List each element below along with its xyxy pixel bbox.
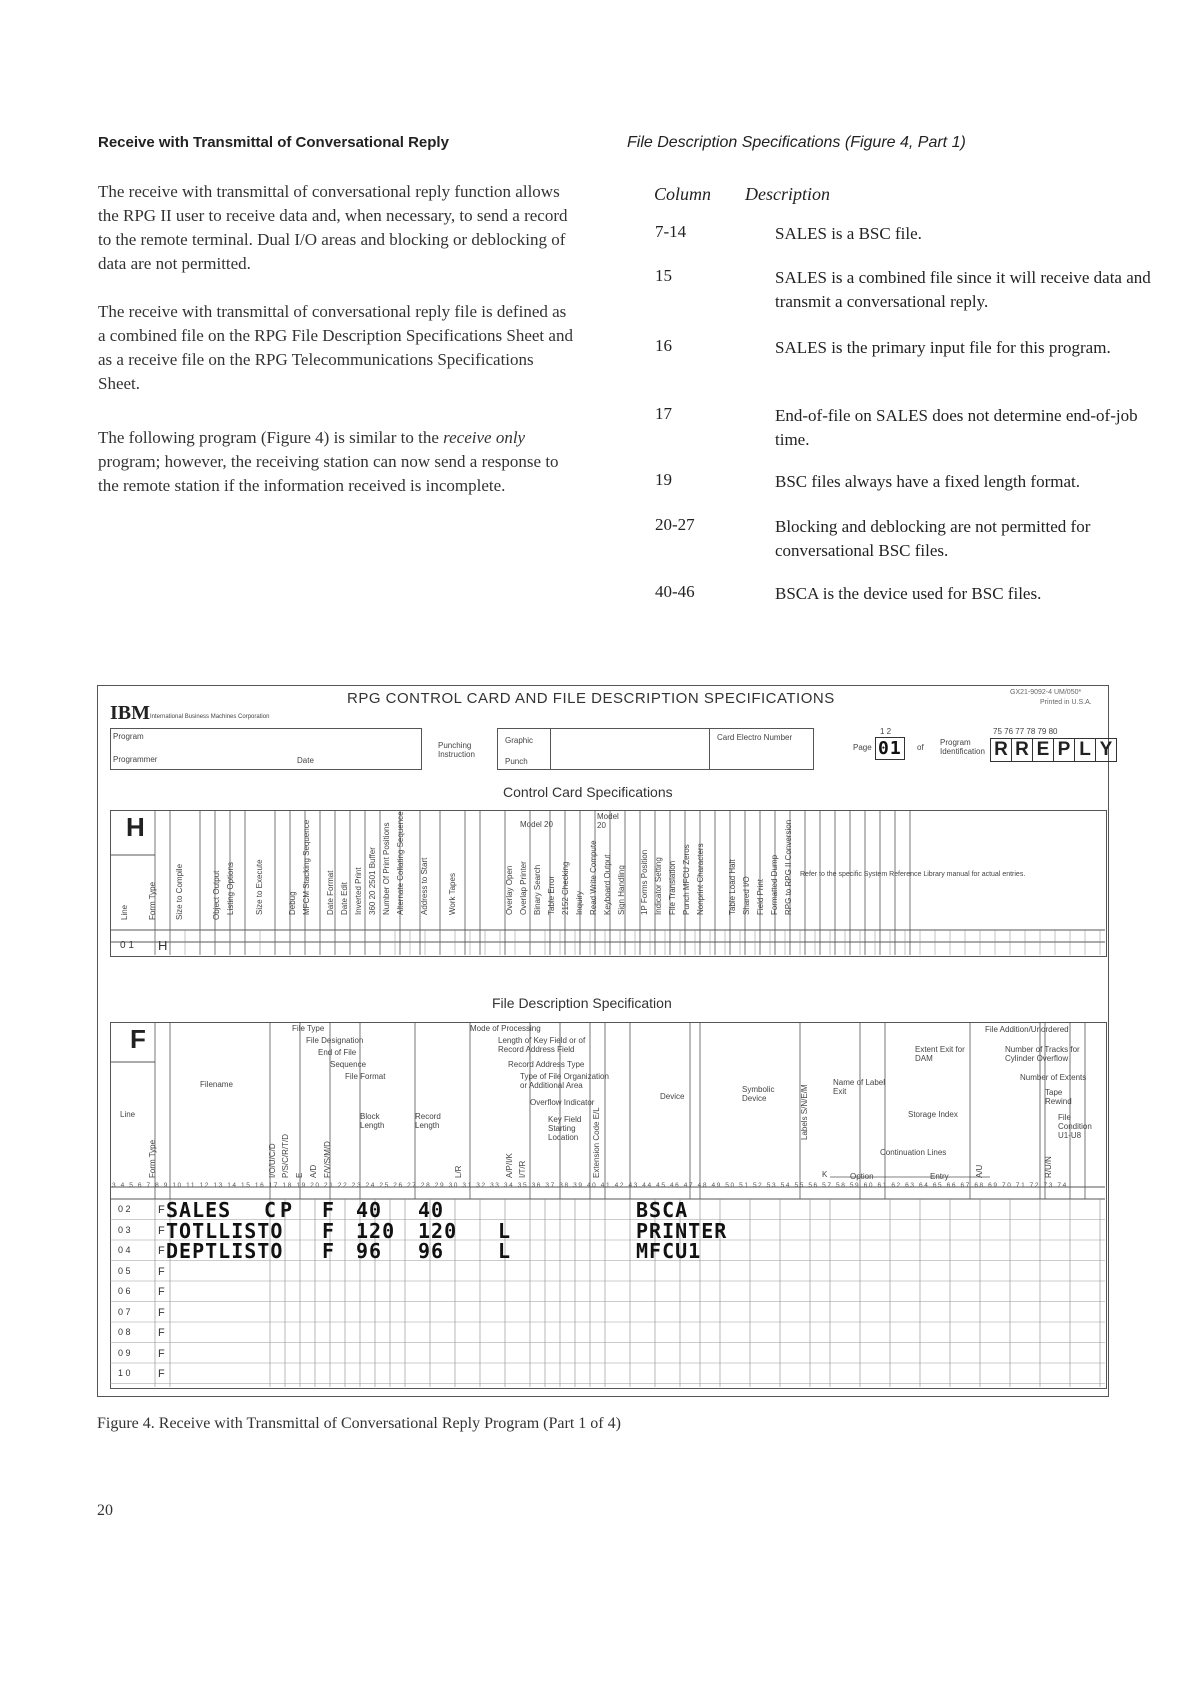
control-card-column-label: Debug xyxy=(288,891,297,915)
paragraph-3: The following program (Figure 4) is similar to the receive only program; however, the receiving station can now send a response to the remote station if the information received is incomplete. xyxy=(98,428,559,495)
control-card-column-label: Nonprint Characters xyxy=(696,843,705,915)
mode-label: Mode of Processing xyxy=(470,1024,541,1033)
form-type: F xyxy=(158,1204,165,1216)
line-number: 0 6 xyxy=(118,1286,131,1296)
device-label: Device xyxy=(660,1092,685,1101)
key-start-label: Key Field Starting Location xyxy=(548,1115,582,1142)
symbolic-device-label: Symbolic Device xyxy=(742,1085,775,1103)
control-card-column-label: Binary Search xyxy=(533,864,542,915)
figure-caption: Figure 4. Receive with Transmittal of Conversational Reply Program (Part 1 of 4) xyxy=(97,1415,621,1432)
ibm-logo: IBM xyxy=(110,702,150,724)
control-card-column-label: Alternate Collating Sequence xyxy=(396,811,405,915)
electro-label: Card Electro Number xyxy=(717,733,793,742)
form-type: F xyxy=(158,1224,165,1237)
file-format-entry: F xyxy=(322,1239,336,1263)
device-entry: BSCA xyxy=(636,1198,689,1222)
section-heading: Receive with Transmittal of Conversational Reply xyxy=(98,134,449,151)
file-type-entry: C xyxy=(264,1198,278,1222)
control-card-column-label: Sign Handling xyxy=(617,865,626,915)
filename-label: Filename xyxy=(200,1080,233,1089)
form-type-vlabel: Form Type xyxy=(148,1139,157,1178)
column-description: Blocking and deblocking are not permitted for conversational BSC files. xyxy=(775,517,1091,560)
record-length-label: Record Length xyxy=(415,1112,441,1130)
program-id-char: R xyxy=(1011,738,1033,762)
file-addition-label: File Addition/Unordered xyxy=(985,1025,1069,1034)
control-card-column-label: Inquiry xyxy=(575,890,584,915)
form-number: GX21-9092-4 UM/050* xyxy=(1010,689,1082,696)
program-id-char: R xyxy=(990,738,1012,762)
right-heading: File Description Specifications (Figure 4, Part 1) xyxy=(627,134,966,151)
file-type-label: File Type xyxy=(292,1024,325,1033)
extent-exit-label: Extent Exit for DAM xyxy=(915,1045,965,1063)
entry-label: Entry xyxy=(930,1172,949,1181)
line-number: 0 9 xyxy=(118,1347,131,1358)
column-description: BSC files always have a fixed length format. xyxy=(775,472,1080,491)
paragraph-2: The receive with transmittal of conversational reply file is defined as a combined file on the RPG File Description Specifications Sheet and as a receive file on the RPG Telecommunications Specifications Sheet. xyxy=(98,302,573,393)
continuation-lines-label: Continuation Lines xyxy=(880,1148,947,1157)
au-vlabel: A/U xyxy=(975,1164,984,1178)
control-card-column-label: RPG to RPG II Conversion xyxy=(784,819,793,915)
form-title: RPG CONTROL CARD AND FILE DESCRIPTION SPECIFICATIONS xyxy=(347,690,835,707)
column-description: SALES is a BSC file. xyxy=(775,224,922,243)
type-of-file-org-label: Type of File Organization or Additional Area xyxy=(520,1072,609,1090)
model-20-label: Model 20 xyxy=(520,820,553,829)
page-number: 20 xyxy=(97,1502,113,1519)
column-description: SALES is the primary input file for this program. xyxy=(775,338,1111,357)
pscrtd-vlabel: P/S/C/R/T/D xyxy=(281,1133,290,1178)
control-card-column-label: Table Error xyxy=(547,875,556,915)
column-description: BSCA is the device used for BSC files. xyxy=(775,584,1042,603)
line-number: 0 7 xyxy=(118,1306,131,1317)
extension-code-entry: L xyxy=(498,1218,512,1243)
file-description-letter: F xyxy=(130,1024,146,1054)
extents-label: Number of Extents xyxy=(1020,1073,1087,1082)
model-20-label-b: Model 20 xyxy=(597,812,619,830)
program-id-cols: 75 76 77 78 79 80 xyxy=(993,727,1058,736)
control-form-type: H xyxy=(158,938,168,953)
control-card-column-label: Inverted Print xyxy=(354,867,363,915)
line-number: 1 0 xyxy=(118,1368,131,1378)
control-card-column-label: 2152 Checking xyxy=(561,861,570,915)
labels-vlabel: Labels S/N/E/M xyxy=(800,1084,809,1140)
storage-index-label: Storage Index xyxy=(908,1110,958,1119)
block-length-label: Block Length xyxy=(360,1112,385,1130)
date-label: Date xyxy=(297,756,314,765)
tape-rewind-label: Tape Rewind xyxy=(1045,1088,1072,1106)
option-label: Option xyxy=(850,1172,874,1181)
control-card-column-label: Work Tapes xyxy=(448,873,457,915)
column-range: 40-46 xyxy=(655,582,695,601)
record-address-type-label: Record Address Type xyxy=(508,1060,585,1069)
control-card-column-label: File Translation xyxy=(668,860,677,915)
program-id-char: P xyxy=(1053,738,1075,762)
e-vlabel: E xyxy=(295,1172,304,1178)
page-cols: 1 2 xyxy=(880,727,892,736)
extension-code-entry: L xyxy=(498,1239,512,1263)
programmer-label: Programmer xyxy=(113,755,158,764)
graphic-label: Graphic xyxy=(505,736,534,745)
line-number: 0 4 xyxy=(118,1245,131,1255)
block-length-entry: 96 xyxy=(356,1239,383,1263)
fvsmd-vlabel: F/V/S/M/D xyxy=(323,1141,332,1178)
control-card-column-label: Field Print xyxy=(756,878,765,915)
form-type: F xyxy=(158,1265,165,1278)
filename-entry: DEPTLISTO xyxy=(166,1239,284,1263)
file-format-label: File Format xyxy=(345,1072,386,1081)
overflow-indicator-label: Overflow Indicator xyxy=(530,1098,595,1107)
page-label: Page xyxy=(853,743,872,752)
form-type: F xyxy=(158,1245,165,1257)
control-card-column-label: Overlay Open xyxy=(505,865,514,915)
corporation-name: International Business Machines Corporation xyxy=(150,714,270,720)
line-number: 0 8 xyxy=(118,1327,131,1337)
column-range: 20-27 xyxy=(655,515,695,534)
control-card-column-label: Table Load Halt xyxy=(728,859,737,915)
column-range: 19 xyxy=(655,470,672,489)
control-card-column-label: Keyboard Output xyxy=(603,854,612,915)
punching-label: Punching Instruction xyxy=(438,741,475,759)
punch-label: Punch xyxy=(505,757,528,766)
extension-code-vlabel: Extension Code E/L xyxy=(592,1107,601,1178)
column-numbers: 3 4 5 6 7 8 9 10 11 12 13 14 15 16 17 18 19 20 21 22 23 24 25 26 27 28 29 30 31 32 33 34 35 36 37 38 39 40 41 42 43 44 45 46 47 48 49 50 51 52 53 54 55 56 57 58 59 60 61 62 63 64 65 66 67 68 69 70 71 72 73 74 xyxy=(112,1182,1068,1189)
program-label: Program xyxy=(113,732,144,741)
form-type: F xyxy=(158,1347,165,1360)
block-length-entry: 120 xyxy=(356,1218,396,1243)
itr-vlabel: I/T/R xyxy=(518,1160,527,1178)
program-id-label: Program Identification xyxy=(940,738,985,756)
control-card-column-label: Size to Execute xyxy=(255,859,264,915)
control-card-column-label: Date Edit xyxy=(340,882,349,915)
ad-vlabel: A/D xyxy=(309,1164,318,1178)
key-length-label: Length of Key Field or of Record Address Field xyxy=(498,1036,586,1054)
filename-entry: TOTLLISTO xyxy=(166,1218,284,1243)
of-label: of xyxy=(917,743,924,752)
control-card-column-label: Indicator Setting xyxy=(654,857,663,915)
control-card-column-label: Line xyxy=(120,904,129,920)
control-card-column-label: Formatted Dump xyxy=(770,854,779,915)
control-card-column-label: Overlap Printer xyxy=(519,861,528,915)
block-length-entry: 40 xyxy=(356,1198,383,1222)
description-header: Description xyxy=(745,184,830,204)
record-length-entry: 40 xyxy=(418,1198,445,1222)
control-card-column-label: Punch MFCU Zeros xyxy=(682,844,691,915)
control-card-column-label: Shared I/O xyxy=(742,876,751,915)
run-vlabel: R/U/N xyxy=(1044,1156,1053,1178)
tracks-label: Number of Tracks for Cylinder Overflow xyxy=(1005,1045,1080,1063)
file-designation-entry: P xyxy=(280,1198,294,1222)
line-number: 0 2 xyxy=(118,1204,131,1214)
punch-cells xyxy=(549,728,710,770)
form-type: F xyxy=(158,1306,165,1319)
column-range: 15 xyxy=(655,266,672,285)
control-card-column-label: Listing Options xyxy=(226,862,235,915)
record-length-entry: 120 xyxy=(418,1218,458,1243)
line-number: 0 3 xyxy=(118,1224,131,1235)
program-id-value xyxy=(990,738,1116,762)
lr-vlabel: L/R xyxy=(454,1165,463,1178)
control-card-column-label: 360 20 2501 Buffer xyxy=(368,847,377,915)
end-of-file-label: End of File xyxy=(318,1048,357,1057)
form-type: F xyxy=(158,1327,165,1339)
column-description: SALES is a combined file since it will receive data and transmit a conversational reply. xyxy=(775,268,1151,311)
control-card-letter: H xyxy=(126,812,145,842)
printed-note: Printed in U.S.A. xyxy=(1040,699,1092,706)
k-label: K xyxy=(822,1170,828,1179)
program-id-char: E xyxy=(1032,738,1054,762)
column-range: 16 xyxy=(655,336,672,355)
form-type: F xyxy=(158,1286,165,1298)
file-format-entry: F xyxy=(322,1218,336,1243)
column-header: Column xyxy=(654,184,712,204)
control-card-note: Refer to the specific System Reference Library manual for actual entries. xyxy=(800,871,1026,878)
page-value: 01 xyxy=(875,737,905,760)
control-card-column-label: Form Type xyxy=(148,881,157,920)
control-card-column-label: Date Format xyxy=(326,870,335,915)
paragraph-1: The receive with transmittal of conversational reply function allows the RPG II user to receive data and, when necessary, to send a record to the remote terminal. Dual I/O areas and blocking or deblocking of data are not permitted. xyxy=(98,182,568,273)
iocd-vlabel: I/O/U/C/D xyxy=(268,1143,277,1178)
form-type: F xyxy=(158,1368,165,1380)
device-entry: PRINTER xyxy=(636,1218,728,1243)
column-range: 17 xyxy=(655,404,672,423)
file-description-title: File Description Specification xyxy=(492,995,672,1011)
device-entry: MFCU1 xyxy=(636,1239,702,1263)
control-card-title: Control Card Specifications xyxy=(503,784,673,800)
filename-entry: SALES xyxy=(166,1198,232,1222)
control-line-number: 0 1 xyxy=(120,940,134,951)
file-format-entry: F xyxy=(322,1198,336,1222)
control-card-column-label: 1P Forms Position xyxy=(640,849,649,915)
sequence-label: Sequence xyxy=(330,1060,367,1069)
control-card-column-label: Address to Start xyxy=(420,857,429,915)
program-id-char: L xyxy=(1074,738,1096,762)
control-card-column-label: Size to Compile xyxy=(175,863,184,920)
control-card-column-label: MFCM Stacking Sequence xyxy=(302,819,311,915)
control-card-column-label: Object Output xyxy=(212,870,221,920)
control-card-column-label: Read Write Compute xyxy=(589,840,598,915)
file-designation-label: File Designation xyxy=(306,1036,364,1045)
control-card-column-label: Number Of Print Positions xyxy=(382,822,391,915)
line-number: 0 5 xyxy=(118,1265,131,1276)
record-length-entry: 96 xyxy=(418,1239,445,1263)
file-condition-label: File Condition U1-U8 xyxy=(1058,1113,1092,1140)
program-id-char: Y xyxy=(1095,738,1117,762)
apik-vlabel: A/P/I/K xyxy=(505,1153,514,1178)
label-exit-label: Name of Label Exit xyxy=(833,1078,886,1096)
column-description: End-of-file on SALES does not determine end-of-job time. xyxy=(775,406,1138,449)
line-label: Line xyxy=(120,1110,136,1119)
column-range: 7-14 xyxy=(655,222,687,241)
